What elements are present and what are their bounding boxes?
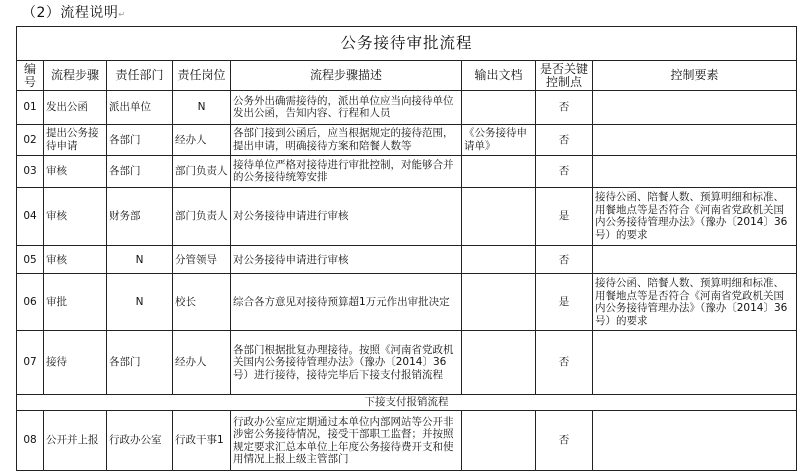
cell-step: 公开并上报	[44, 411, 107, 471]
cell-desc: 对公务接待申请进行审核	[231, 246, 462, 274]
cell-doc: 《公务接待申请单》	[462, 124, 536, 155]
cell-post: 部门负责人	[173, 156, 231, 187]
header-col-control: 控制要素	[593, 61, 797, 91]
section-heading-text: （2）流程说明	[22, 5, 119, 21]
table-row	[17, 91, 797, 125]
table-title: 公务接待审批流程	[17, 27, 797, 61]
subflow-row	[17, 394, 797, 410]
cell-post: 经办人	[173, 330, 231, 394]
cell-step: 发出公函	[44, 91, 107, 125]
cell-dept: 派出单位	[107, 91, 173, 125]
cell-desc: 接待单位严格对接待进行审批控制，对能够合并的公务接待统筹安排	[231, 156, 462, 187]
cell-desc: 综合各方意见对接待预算超1万元作出审批决定	[231, 274, 462, 330]
header-col-doc: 输出文档	[462, 61, 536, 91]
cell-key: 否	[536, 156, 593, 187]
cell-control	[593, 91, 797, 125]
cell-no: 02	[17, 124, 44, 155]
table-row	[17, 124, 797, 155]
table-row	[17, 411, 797, 471]
cell-doc	[462, 274, 536, 330]
cell-control	[593, 330, 797, 394]
cell-key: 否	[536, 91, 593, 125]
cell-key: 是	[536, 187, 593, 246]
cell-post: 经办人	[173, 124, 231, 155]
cell-post: 校长	[173, 274, 231, 330]
cell-key: 否	[536, 411, 593, 471]
cell-control	[593, 124, 797, 155]
table-header-row	[17, 61, 797, 91]
cell-desc: 各部门根据批复办理接待。按照《河南省党政机关国内公务接待管理办法》（豫办〔2014〕36号）进行接待，接待完毕后下接支付报销流程	[231, 330, 462, 394]
cell-control: 接待公函、陪餐人数、预算明细和标准、用餐地点等是否符合《河南省党政机关国内公务接待管理办法》（豫办〔2014〕36号）的要求	[593, 187, 797, 246]
cell-desc: 公务外出确需接待的，派出单位应当向接待单位发出公函，告知内容、行程和人员	[231, 91, 462, 125]
cell-no: 03	[17, 156, 44, 187]
cell-dept: 各部门	[107, 330, 173, 394]
cell-doc	[462, 330, 536, 394]
table-row	[17, 246, 797, 274]
cell-dept: 行政办公室	[107, 411, 173, 471]
cell-doc	[462, 187, 536, 246]
subflow-label: 下接支付报销流程	[17, 394, 797, 410]
table-row	[17, 330, 797, 394]
cell-no: 04	[17, 187, 44, 246]
cell-no: 07	[17, 330, 44, 394]
cell-control	[593, 246, 797, 274]
cell-no: 01	[17, 91, 44, 125]
cell-key: 否	[536, 330, 593, 394]
cell-key: 是	[536, 274, 593, 330]
header-col-no: 编号	[17, 61, 44, 91]
cell-step: 接待	[44, 330, 107, 394]
cell-no: 08	[17, 411, 44, 471]
header-col-post: 责任岗位	[173, 61, 231, 91]
header-col-step: 流程步骤	[44, 61, 107, 91]
cell-post: 行政干事1	[173, 411, 231, 471]
cell-dept: N	[107, 274, 173, 330]
cell-control	[593, 411, 797, 471]
cell-step: 审核	[44, 246, 107, 274]
cell-post: N	[173, 91, 231, 125]
cell-dept: 各部门	[107, 156, 173, 187]
approval-process-table	[16, 26, 797, 471]
cell-post: 部门负责人	[173, 187, 231, 246]
cell-no: 05	[17, 246, 44, 274]
cell-doc	[462, 246, 536, 274]
cell-key: 否	[536, 124, 593, 155]
cell-control: 接待公函、陪餐人数、预算明细和标准、用餐地点等是否符合《河南省党政机关国内公务接待管理办法》（豫办〔2014〕36号）的要求	[593, 274, 797, 330]
cell-step: 审批	[44, 274, 107, 330]
table-row	[17, 156, 797, 187]
cell-control	[593, 156, 797, 187]
cell-dept: 财务部	[107, 187, 173, 246]
cell-no: 06	[17, 274, 44, 330]
cell-doc	[462, 411, 536, 471]
cell-step: 提出公务接待申请	[44, 124, 107, 155]
cell-desc: 行政办公室应定期通过本单位内部网站等公开非涉密公务接待情况，接受干部职工监督；并按照规定要求汇总本单位上年度公务接待费开支和使用情况上报上级主管部门	[231, 411, 462, 471]
header-col-dept: 责任部门	[107, 61, 173, 91]
cell-step: 审核	[44, 187, 107, 246]
cell-doc	[462, 156, 536, 187]
cell-desc: 对公务接待申请进行审核	[231, 187, 462, 246]
table-row	[17, 274, 797, 330]
cell-desc: 各部门接到公函后，应当根据规定的接待范围，提出申请，明确接待方案和陪餐人数等	[231, 124, 462, 155]
cell-dept: 各部门	[107, 124, 173, 155]
table-row	[17, 187, 797, 246]
table-body	[17, 91, 797, 471]
section-heading	[22, 4, 126, 24]
paragraph-mark: ↵	[118, 10, 126, 19]
cell-key: 否	[536, 246, 593, 274]
cell-step: 审核	[44, 156, 107, 187]
header-col-desc: 流程步骤描述	[231, 61, 462, 91]
cell-doc	[462, 91, 536, 125]
cell-dept: N	[107, 246, 173, 274]
cell-post: 分管领导	[173, 246, 231, 274]
header-col-key: 是否关键控制点	[536, 61, 593, 91]
